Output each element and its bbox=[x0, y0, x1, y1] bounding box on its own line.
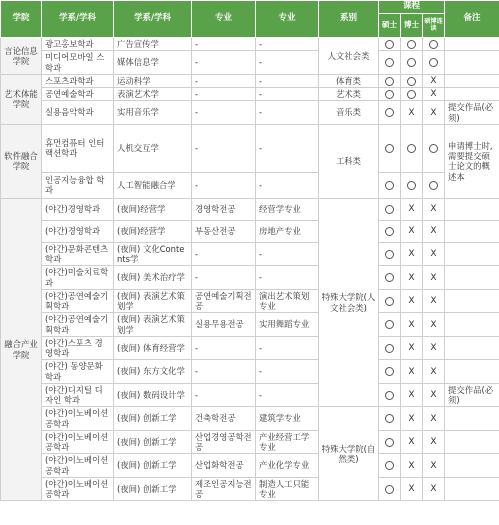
major-zh-cell: 制造人工只能专业 bbox=[256, 477, 319, 501]
major-zh-cell: - bbox=[256, 242, 319, 266]
unavailable-x-mark: X bbox=[408, 107, 415, 118]
dept-ko-cell: (야간)디지털 디자인 학과 bbox=[42, 383, 114, 407]
unavailable-x-mark: X bbox=[430, 107, 437, 118]
integrated-cell bbox=[423, 220, 445, 242]
major-zh-cell: - bbox=[256, 383, 319, 407]
unavailable-x-mark: X bbox=[408, 413, 415, 424]
masters-cell bbox=[379, 289, 401, 313]
table-row bbox=[1, 477, 499, 501]
remarks-cell bbox=[445, 454, 499, 478]
available-circle-icon bbox=[385, 461, 394, 470]
major-ko-cell: 산업화학전공 bbox=[192, 454, 256, 478]
major-ko-cell: - bbox=[192, 336, 256, 360]
table-row bbox=[1, 74, 499, 87]
remarks-cell bbox=[445, 336, 499, 360]
major-ko-cell: - bbox=[192, 360, 256, 384]
dept-zh-cell: (夜间)经营学 bbox=[114, 220, 192, 242]
major-ko-cell: 제조인공지능전공 bbox=[192, 477, 256, 501]
unavailable-x-mark: X bbox=[408, 366, 415, 377]
table-row bbox=[1, 313, 499, 337]
remarks-cell bbox=[445, 313, 499, 337]
dept-ko-cell: (야간)이노베이션 공학과 bbox=[42, 454, 114, 478]
major-zh-cell: - bbox=[256, 172, 319, 198]
phd-cell bbox=[401, 124, 423, 172]
phd-cell bbox=[401, 313, 423, 337]
table-row bbox=[1, 124, 499, 172]
integrated-cell bbox=[423, 289, 445, 313]
unavailable-x-mark: X bbox=[408, 343, 415, 354]
category-cell: 工科类 bbox=[319, 124, 379, 198]
table-row bbox=[1, 454, 499, 478]
table-row bbox=[1, 336, 499, 360]
integrated-cell bbox=[423, 313, 445, 337]
masters-cell bbox=[379, 124, 401, 172]
table-row bbox=[1, 242, 499, 266]
dept-ko-cell: (야간)미술치료학과 bbox=[42, 266, 114, 290]
remarks-cell bbox=[445, 477, 499, 501]
dept-ko-cell: (야간)공연예술기획학과 bbox=[42, 313, 114, 337]
available-circle-icon bbox=[385, 144, 394, 153]
school-cell: 软件融合学院 bbox=[1, 124, 42, 198]
unavailable-x-mark: X bbox=[408, 296, 415, 307]
dept-ko-cell: 인공지능융합 학과 bbox=[42, 172, 114, 198]
available-circle-icon bbox=[407, 58, 416, 67]
major-ko-cell: - bbox=[192, 38, 256, 51]
remarks-cell bbox=[445, 74, 499, 87]
available-circle-icon bbox=[385, 344, 394, 353]
unavailable-x-mark: X bbox=[430, 484, 437, 495]
table-row bbox=[1, 172, 499, 198]
unavailable-x-mark: X bbox=[430, 343, 437, 354]
available-circle-icon bbox=[385, 227, 394, 236]
masters-cell bbox=[379, 407, 401, 431]
dept-zh-cell: (夜间) 创新工学 bbox=[114, 454, 192, 478]
remarks-cell bbox=[445, 289, 499, 313]
dept-ko-cell: (야간)경영학과 bbox=[42, 220, 114, 242]
school-cell: 艺术体能学院 bbox=[1, 74, 42, 124]
remarks-cell bbox=[445, 88, 499, 101]
dept-zh-cell: 广告宣传学 bbox=[114, 38, 192, 51]
dept-zh-cell: 人工智能融合学 bbox=[114, 172, 192, 198]
integrated-cell bbox=[423, 101, 445, 125]
phd-cell bbox=[401, 172, 423, 198]
integrated-cell bbox=[423, 51, 445, 75]
major-zh-cell: - bbox=[256, 101, 319, 125]
unavailable-x-mark: X bbox=[408, 249, 415, 260]
table-row bbox=[1, 51, 499, 75]
available-circle-icon bbox=[407, 77, 416, 86]
table-row bbox=[1, 38, 499, 51]
masters-cell bbox=[379, 38, 401, 51]
school-cell: 融合产业学院 bbox=[1, 198, 42, 501]
remarks-cell bbox=[445, 38, 499, 51]
remarks-cell bbox=[445, 407, 499, 431]
remarks-cell: 提交作品(必须) bbox=[445, 383, 499, 407]
masters-cell bbox=[379, 360, 401, 384]
dept-zh-cell: (夜间) 表演艺术策划学 bbox=[114, 289, 192, 313]
phd-cell bbox=[401, 101, 423, 125]
major-ko-cell: - bbox=[192, 172, 256, 198]
table-row bbox=[1, 266, 499, 290]
phd-cell bbox=[401, 383, 423, 407]
unavailable-x-mark: X bbox=[430, 249, 437, 260]
dept-zh-cell: (夜间)经营学 bbox=[114, 198, 192, 220]
integrated-cell bbox=[423, 38, 445, 51]
unavailable-x-mark: X bbox=[408, 460, 415, 471]
available-circle-icon bbox=[385, 297, 394, 306]
major-zh-cell: - bbox=[256, 360, 319, 384]
major-zh-cell: - bbox=[256, 51, 319, 75]
integrated-cell bbox=[423, 477, 445, 501]
major-ko-cell: - bbox=[192, 74, 256, 87]
masters-cell bbox=[379, 266, 401, 290]
phd-cell bbox=[401, 266, 423, 290]
integrated-cell bbox=[423, 454, 445, 478]
major-ko-cell: 실용무용전공 bbox=[192, 313, 256, 337]
table-row bbox=[1, 88, 499, 101]
masters-cell bbox=[379, 336, 401, 360]
header-phd: 博士 bbox=[401, 14, 423, 38]
major-zh-cell: - bbox=[256, 124, 319, 172]
unavailable-x-mark: X bbox=[408, 204, 415, 215]
major-zh-cell: - bbox=[256, 336, 319, 360]
integrated-cell bbox=[423, 74, 445, 87]
major-zh-cell: - bbox=[256, 88, 319, 101]
table-row bbox=[1, 220, 499, 242]
masters-cell bbox=[379, 198, 401, 220]
unavailable-x-mark: X bbox=[408, 226, 415, 237]
major-zh-cell: 经营学专业 bbox=[256, 198, 319, 220]
integrated-cell bbox=[423, 198, 445, 220]
category-cell: 音乐类 bbox=[319, 101, 379, 125]
header-major-ko: 专业 bbox=[192, 1, 256, 38]
dept-zh-cell: (夜间) 东方文化学 bbox=[114, 360, 192, 384]
major-ko-cell: 부동산전공 bbox=[192, 220, 256, 242]
unavailable-x-mark: X bbox=[430, 319, 437, 330]
header-course: 课程 bbox=[379, 1, 445, 14]
remarks-cell bbox=[445, 198, 499, 220]
available-circle-icon bbox=[385, 320, 394, 329]
available-circle-icon bbox=[385, 40, 394, 49]
major-zh-cell: 实用舞蹈专业 bbox=[256, 313, 319, 337]
table-body bbox=[1, 38, 499, 501]
unavailable-x-mark: X bbox=[408, 484, 415, 495]
available-circle-icon bbox=[429, 181, 438, 190]
available-circle-icon bbox=[385, 250, 394, 259]
header-major-zh: 专业 bbox=[256, 1, 319, 38]
unavailable-x-mark: X bbox=[430, 204, 437, 215]
phd-cell bbox=[401, 38, 423, 51]
integrated-cell bbox=[423, 266, 445, 290]
header-integrated: 硕博连读 bbox=[423, 14, 445, 38]
phd-cell bbox=[401, 360, 423, 384]
remarks-cell bbox=[445, 266, 499, 290]
masters-cell bbox=[379, 383, 401, 407]
major-zh-cell: 产业化学专业 bbox=[256, 454, 319, 478]
unavailable-x-mark: X bbox=[430, 226, 437, 237]
dept-zh-cell: 媒体信息学 bbox=[114, 51, 192, 75]
dept-ko-cell: 미디어모바일 스학과 bbox=[42, 51, 114, 75]
available-circle-icon bbox=[407, 90, 416, 99]
dept-ko-cell: (야간)공연예술기획학과 bbox=[42, 289, 114, 313]
table-row bbox=[1, 383, 499, 407]
dept-zh-cell: (夜间) 美术治疗学 bbox=[114, 266, 192, 290]
major-zh-cell: 建筑学专业 bbox=[256, 407, 319, 431]
unavailable-x-mark: X bbox=[408, 437, 415, 448]
category-cell: 艺术类 bbox=[319, 88, 379, 101]
integrated-cell bbox=[423, 124, 445, 172]
remarks-cell: 申请博士时,需要提交硕士论文的概述本 bbox=[445, 124, 499, 198]
category-cell: 特殊大学院(人文社会类) bbox=[319, 198, 379, 407]
remarks-cell bbox=[445, 360, 499, 384]
dept-zh-cell: (夜间) 数码设计学 bbox=[114, 383, 192, 407]
masters-cell bbox=[379, 74, 401, 87]
integrated-cell bbox=[423, 172, 445, 198]
available-circle-icon bbox=[385, 273, 394, 282]
dept-zh-cell: (夜间) 创新工学 bbox=[114, 407, 192, 431]
major-ko-cell: - bbox=[192, 266, 256, 290]
major-ko-cell: - bbox=[192, 383, 256, 407]
phd-cell bbox=[401, 430, 423, 454]
available-circle-icon bbox=[407, 144, 416, 153]
major-ko-cell: 산업경영공학전공 bbox=[192, 430, 256, 454]
remarks-cell bbox=[445, 242, 499, 266]
masters-cell bbox=[379, 477, 401, 501]
dept-zh-cell: 运动科学 bbox=[114, 74, 192, 87]
masters-cell bbox=[379, 454, 401, 478]
dept-ko-cell: 스포츠과학과 bbox=[42, 74, 114, 87]
major-ko-cell: - bbox=[192, 88, 256, 101]
dept-ko-cell: (야간)이노베이션 공학과 bbox=[42, 407, 114, 431]
integrated-cell bbox=[423, 360, 445, 384]
dept-ko-cell: (야간)문화콘텐츠학과 bbox=[42, 242, 114, 266]
phd-cell bbox=[401, 74, 423, 87]
table-row bbox=[1, 360, 499, 384]
masters-cell bbox=[379, 220, 401, 242]
masters-cell bbox=[379, 101, 401, 125]
phd-cell bbox=[401, 336, 423, 360]
table-row bbox=[1, 289, 499, 313]
major-ko-cell: - bbox=[192, 124, 256, 172]
dept-zh-cell: 表演艺术学 bbox=[114, 88, 192, 101]
phd-cell bbox=[401, 454, 423, 478]
unavailable-x-mark: X bbox=[430, 437, 437, 448]
phd-cell bbox=[401, 198, 423, 220]
phd-cell bbox=[401, 220, 423, 242]
available-circle-icon bbox=[385, 367, 394, 376]
major-zh-cell: - bbox=[256, 74, 319, 87]
available-circle-icon bbox=[385, 58, 394, 67]
dept-ko-cell: 광고홍보학과 bbox=[42, 38, 114, 51]
dept-ko-cell: 실용음악학과 bbox=[42, 101, 114, 125]
masters-cell bbox=[379, 313, 401, 337]
major-zh-cell: - bbox=[256, 266, 319, 290]
dept-ko-cell: (야간)이노베이션 공학과 bbox=[42, 430, 114, 454]
table-row bbox=[1, 101, 499, 125]
available-circle-icon bbox=[385, 438, 394, 447]
masters-cell bbox=[379, 51, 401, 75]
available-circle-icon bbox=[429, 144, 438, 153]
masters-cell bbox=[379, 172, 401, 198]
unavailable-x-mark: X bbox=[430, 75, 437, 86]
major-ko-cell: - bbox=[192, 101, 256, 125]
dept-zh-cell: (夜间) 创新工学 bbox=[114, 477, 192, 501]
dept-zh-cell: 人机交互学 bbox=[114, 124, 192, 172]
integrated-cell bbox=[423, 430, 445, 454]
header-category: 系别 bbox=[319, 1, 379, 38]
masters-cell bbox=[379, 430, 401, 454]
unavailable-x-mark: X bbox=[430, 460, 437, 471]
school-cell: 言论信息学院 bbox=[1, 38, 42, 75]
table-row bbox=[1, 407, 499, 431]
available-circle-icon bbox=[385, 181, 394, 190]
integrated-cell bbox=[423, 242, 445, 266]
dept-ko-cell: (야간) 동양문화학과 bbox=[42, 360, 114, 384]
major-zh-cell: 演出艺术策划专业 bbox=[256, 289, 319, 313]
table-row bbox=[1, 430, 499, 454]
available-circle-icon bbox=[385, 391, 394, 400]
major-ko-cell: 공연예술기획전공 bbox=[192, 289, 256, 313]
header-dept-zh: 学系/学科 bbox=[114, 1, 192, 38]
category-cell: 体育类 bbox=[319, 74, 379, 87]
integrated-cell bbox=[423, 336, 445, 360]
available-circle-icon bbox=[385, 90, 394, 99]
available-circle-icon bbox=[385, 205, 394, 214]
major-ko-cell: - bbox=[192, 242, 256, 266]
available-circle-icon bbox=[385, 414, 394, 423]
phd-cell bbox=[401, 477, 423, 501]
phd-cell bbox=[401, 242, 423, 266]
available-circle-icon bbox=[407, 40, 416, 49]
available-circle-icon bbox=[385, 485, 394, 494]
major-ko-cell: - bbox=[192, 51, 256, 75]
available-circle-icon bbox=[385, 77, 394, 86]
unavailable-x-mark: X bbox=[430, 296, 437, 307]
integrated-cell bbox=[423, 383, 445, 407]
header-masters: 硕士 bbox=[379, 14, 401, 38]
unavailable-x-mark: X bbox=[430, 89, 437, 100]
remarks-cell bbox=[445, 51, 499, 75]
phd-cell bbox=[401, 88, 423, 101]
major-zh-cell: 房地产专业 bbox=[256, 220, 319, 242]
unavailable-x-mark: X bbox=[408, 390, 415, 401]
category-cell: 特殊大学院(自然类) bbox=[319, 407, 379, 501]
dept-ko-cell: 휴먼컴퓨터 인터랙션학과 bbox=[42, 124, 114, 172]
table-row bbox=[1, 198, 499, 220]
major-zh-cell: - bbox=[256, 38, 319, 51]
phd-cell bbox=[401, 289, 423, 313]
available-circle-icon bbox=[429, 58, 438, 67]
unavailable-x-mark: X bbox=[430, 366, 437, 377]
unavailable-x-mark: X bbox=[430, 390, 437, 401]
unavailable-x-mark: X bbox=[430, 413, 437, 424]
available-circle-icon bbox=[385, 108, 394, 117]
unavailable-x-mark: X bbox=[430, 272, 437, 283]
major-zh-cell: 产业经营工学专业 bbox=[256, 430, 319, 454]
header-school: 学院 bbox=[1, 1, 42, 38]
dept-zh-cell: (夜间) 创新工学 bbox=[114, 430, 192, 454]
dept-zh-cell: 实用音乐学 bbox=[114, 101, 192, 125]
phd-cell bbox=[401, 51, 423, 75]
dept-zh-cell: (夜间) 体育经营学 bbox=[114, 336, 192, 360]
dept-ko-cell: (야간)스포츠 경영학과 bbox=[42, 336, 114, 360]
dept-zh-cell: (夜间) 文化Contents学 bbox=[114, 242, 192, 266]
major-ko-cell: 건축학전공 bbox=[192, 407, 256, 431]
available-circle-icon bbox=[407, 181, 416, 190]
dept-ko-cell: (야간)경영학과 bbox=[42, 198, 114, 220]
phd-cell bbox=[401, 407, 423, 431]
unavailable-x-mark: X bbox=[408, 319, 415, 330]
masters-cell bbox=[379, 242, 401, 266]
remarks-cell: 提交作品(必须) bbox=[445, 101, 499, 125]
remarks-cell bbox=[445, 430, 499, 454]
unavailable-x-mark: X bbox=[408, 272, 415, 283]
major-ko-cell: 경영학전공 bbox=[192, 198, 256, 220]
dept-ko-cell: 공연예술학과 bbox=[42, 88, 114, 101]
dept-ko-cell: (야간)이노베이션 공학과 bbox=[42, 477, 114, 501]
dept-zh-cell: (夜间) 表演艺术策划学 bbox=[114, 313, 192, 337]
masters-cell bbox=[379, 88, 401, 101]
available-circle-icon bbox=[429, 40, 438, 49]
header-remarks: 备注 bbox=[445, 1, 499, 38]
category-cell: 人文社会类 bbox=[319, 38, 379, 75]
integrated-cell bbox=[423, 407, 445, 431]
header-dept-ko: 学系/学科 bbox=[42, 1, 114, 38]
remarks-cell bbox=[445, 220, 499, 242]
integrated-cell bbox=[423, 88, 445, 101]
